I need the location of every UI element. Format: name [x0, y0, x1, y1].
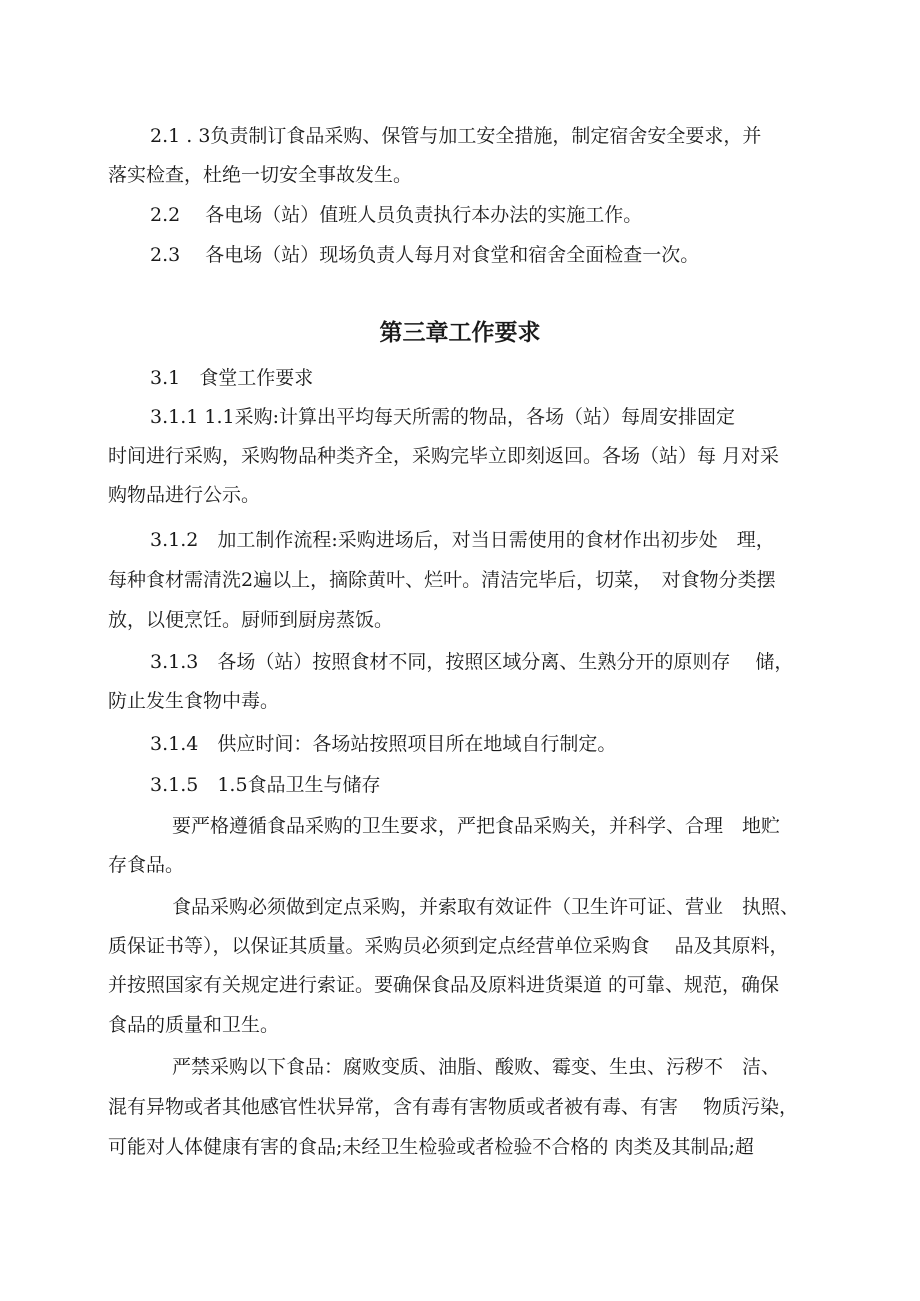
paragraph-3-1-2-line-3: 放，以便烹饪。厨师到厨房蒸饭。 — [108, 609, 394, 631]
paragraph-2-2: 2.2 各电场（站）值班人员负责执行本办法的实施工作。 — [150, 204, 643, 226]
paragraph-procurement-line-4: 食品的质量和卫生。 — [108, 1014, 280, 1036]
paragraph-3-1-2-line-1: 3.1.2 加工制作流程:采购进场后，对当日需使用的食材作出初步处 理， — [150, 529, 775, 551]
paragraph-2-3: 2.3 各电场（站）现场负责人每月对食堂和宿舍全面检查一次。 — [150, 244, 700, 266]
paragraph-3-1-1-line-1: 3.1.1 1.1采购:计算出平均每天所需的物品，各场（站）每周安排固定 — [150, 406, 736, 428]
paragraph-3-1-3-line-2: 防止发生食物中毒。 — [108, 690, 280, 712]
chapter-title: 第三章工作要求 — [379, 320, 541, 346]
paragraph-3-1-5: 3.1.5 1.5食品卫生与储存 — [150, 774, 381, 796]
paragraph-prohibited-line-2: 混有异物或者其他感官性状异常，含有毒有害物质或者被有毒、有害 物质污染， — [108, 1096, 799, 1118]
paragraph-hygiene-line-2: 存食品。 — [108, 854, 185, 876]
paragraph-procurement-line-1: 食品采购必须做到定点采购，并索取有效证件（卫生许可证、营业 执照、 — [172, 896, 800, 918]
paragraph-3-1-4: 3.1.4 供应时间：各场站按照项目所在地域自行制定。 — [150, 733, 617, 755]
paragraph-prohibited-line-1: 严禁采购以下食品：腐败变质、油脂、酸败、霉变、生虫、污秽不 洁、 — [172, 1056, 781, 1078]
paragraph-2-1-3-line-2: 落实检查，杜绝一切安全事故发生。 — [108, 164, 413, 186]
paragraph-3-1: 3.1 食堂工作要求 — [150, 367, 314, 389]
paragraph-prohibited-line-3: 可能对人体健康有害的食品;未经卫生检验或者检验不合格的 肉类及其制品;超 — [108, 1136, 754, 1158]
paragraph-3-1-2-line-2: 每种食材需清洗2遍以上，摘除黄叶、烂叶。清洁完毕后，切菜， 对食物分类摆 — [108, 569, 776, 591]
paragraph-2-1-3-line-1: 2.1 . 3负责制订食品采购、保管与加工安全措施，制定宿舍安全要求，并 — [150, 125, 762, 147]
paragraph-3-1-1-line-2: 时间进行采购，采购物品种类齐全，采购完毕立即刻返回。各场（站）每 月对采 — [108, 445, 780, 467]
paragraph-procurement-line-3: 并按照国家有关规定进行索证。要确保食品及原料进货渠道 的可靠、规范，确保 — [108, 974, 780, 996]
paragraph-3-1-3-line-1: 3.1.3 各场（站）按照食材不同，按照区域分离、生熟分开的原则存 储， — [150, 651, 794, 673]
paragraph-3-1-1-line-3: 购物品进行公示。 — [108, 484, 261, 506]
paragraph-procurement-line-2: 质保证书等），以保证其质量。采购员必须到定点经营单位采购食 品及其原料， — [108, 935, 789, 957]
paragraph-hygiene-line-1: 要严格遵循食品采购的卫生要求，严把食品采购关，并科学、合理 地贮 — [172, 815, 781, 837]
